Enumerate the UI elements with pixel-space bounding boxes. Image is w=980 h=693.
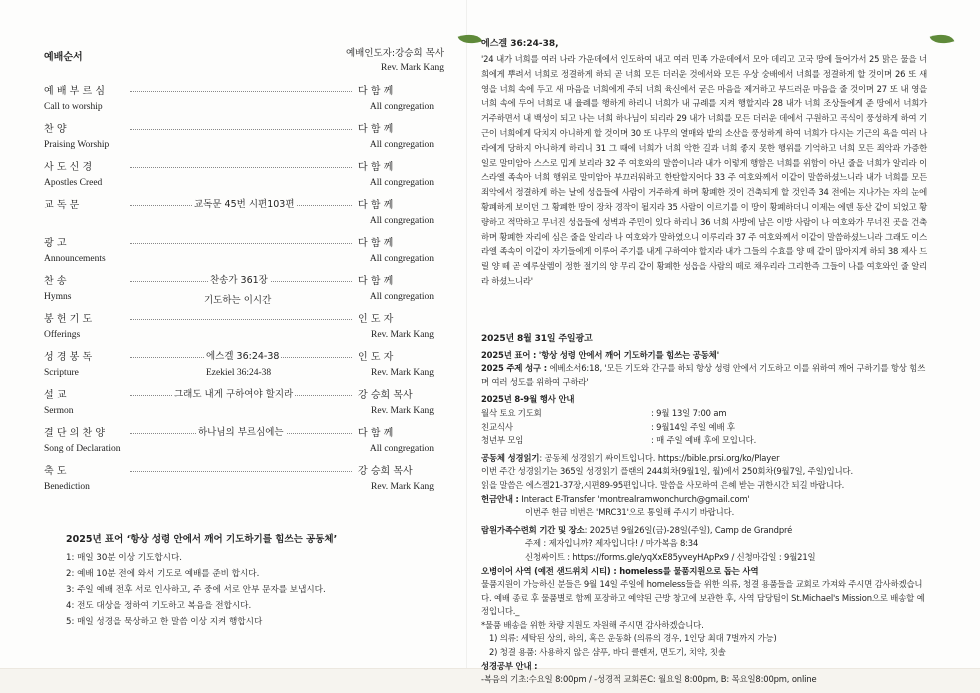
- row-leader-en: All congregation: [369, 140, 434, 150]
- retreat-signup: 신청싸이트 : https://forms.gle/yqXxE85yveyHApPx9 / 신청마감일 : 9월21일: [525, 551, 816, 562]
- retreat-theme: 주제 : 제자입니까? 제자입니다! / 마가복음 8:34: [525, 538, 699, 549]
- order-row-praise: [44, 120, 434, 158]
- vision-list: [66, 550, 446, 630]
- event-row: [481, 434, 931, 448]
- dotted-leader: [130, 167, 352, 168]
- row-label-ko: 찬 양: [44, 124, 67, 135]
- order-row-benediction: [44, 462, 434, 500]
- leader-ko: 예배인도자:강승희 목사: [346, 48, 444, 59]
- study-schedule: -복음의 기초:수요일 8:00pm / -성경적 교회론C: 월요일 8:00pm, B: 목요일8:00pm, online: [481, 674, 817, 685]
- row-leader-ko: 다 함 께: [358, 124, 394, 135]
- retreat-label: 람원가족수련회 기간 및 장소: [481, 524, 585, 535]
- bible-reading-link: : 공동체 성경읽기 싸이트입니다. https://bible.prsi.org/ko/Player: [539, 452, 780, 463]
- row-leader-en: Rev. Mark Kang: [371, 482, 434, 492]
- row-label-ko: 교 독 문: [44, 200, 80, 211]
- row-label-ko: 축 도: [44, 466, 67, 477]
- list-item: 1: 매일 30분 이상 기도합시다.: [66, 553, 182, 563]
- vision-box: [66, 531, 446, 630]
- order-title: 예배순서: [44, 52, 83, 63]
- offering-password: 이번주 헌금 비번은 'MRC31'으로 통일해 주시기 바랍니다.: [525, 507, 735, 518]
- row-label-ko: 성 경 봉 독: [44, 352, 93, 363]
- row-label-ko: 광 고: [44, 238, 67, 249]
- theme-verse-text: 에베소서6:18, '모든 기도와 간구를 하되 항상 성령 안에서 기도하고 이를 위하여 깨어 구하기를 항상 힘쓰며 여러 성도를 위하여 구하라': [481, 363, 926, 387]
- bible-reading: [481, 452, 931, 466]
- row-leader-ko: 다 함 께: [358, 238, 394, 249]
- row-leader-en: All congregation: [369, 444, 434, 454]
- row-label-ko: 찬 송: [44, 276, 67, 287]
- vision-title: 2025년 표어 ‘항상 성령 안에서 깨어 기도하기를 힘쓰는 공동체’: [66, 534, 338, 545]
- list-item: 3: 주일 예배 전후 서로 인사하고, 주 중에 서로 안부 문자를 보냅시다.: [66, 585, 326, 595]
- bible-reading-line: 이번 주간 성경읽기는 365일 성경읽기 플랜의 244회차(9월1일, 월)에서 250회차(9월7일, 주일)입니다.: [481, 466, 853, 477]
- motto-label: 2025년 표어 :: [481, 349, 537, 360]
- row-label-ko: 예 배 부 르 심: [44, 86, 106, 97]
- row-detail-ko: 하나님의 부르심에는: [196, 424, 286, 438]
- row-label-en: Apostles Creed: [44, 178, 103, 188]
- row-leader-ko: 다 함 께: [358, 86, 394, 97]
- row-leader-ko: 강 승희 목사: [358, 390, 413, 401]
- outreach-item: 2) 청결 용품: 사용하지 않은 샴푸, 바디 클렌저, 면도기, 치약, 칫솔: [489, 647, 726, 658]
- row-detail-ko: 교독문 45번 시편103편: [192, 196, 297, 210]
- event-time: : 9월14일 주일 예배 후: [651, 421, 735, 432]
- order-row-scripture: [44, 348, 434, 386]
- bible-reading-label: 공동체 성경읽기: [481, 452, 540, 463]
- order-rows: [44, 82, 434, 500]
- row-leader-en: All congregation: [369, 216, 434, 226]
- row-leader-en: All congregation: [369, 292, 434, 302]
- event-row: [481, 407, 931, 421]
- order-row-declaration: [44, 424, 434, 462]
- study-title: 성경공부 안내 :: [481, 660, 538, 671]
- row-detail-ko: 찬송가 361장: [208, 272, 270, 286]
- order-row-call: [44, 82, 434, 120]
- row-label-ko: 사 도 신 경: [44, 162, 93, 173]
- order-row-offering: [44, 310, 434, 348]
- row-leader-ko: 다 함 께: [358, 162, 394, 173]
- event-time: : 9월 13일 7:00 am: [651, 407, 727, 418]
- offering-email: Interact E-Transfer 'montrealramwonchurch@gmail.com': [521, 493, 750, 504]
- row-label-en: Praising Worship: [44, 140, 110, 150]
- offering-label: 헌금안내 :: [481, 493, 519, 504]
- row-label-ko: 설 교: [44, 390, 67, 401]
- row-leader-ko: 다 함 께: [358, 200, 394, 211]
- page-fold: [466, 0, 467, 693]
- row-leader-en: All congregation: [369, 102, 434, 112]
- theme-verse: [481, 362, 931, 389]
- outreach-note: *물품 배송을 위한 차량 지원도 자원해 주시면 감사하겠습니다.: [481, 619, 704, 630]
- row-leader-en: All congregation: [369, 178, 434, 188]
- dotted-leader: [130, 471, 352, 472]
- event-row: [481, 421, 931, 435]
- row-detail-ko: 에스겔 36:24-38: [204, 348, 281, 362]
- outreach-text: 물품지원이 가능하신 분들은 9월 14일 주일에 homeless들을 위한 의류, 청결 용품들을 교회로 가져와 주시면 감사하겠습니다. 예배 종료 후 물품별로 함께 포장하고 예약된 근방 창고에 보관한 후, 사역 담당팀이 St.Michael's Mission으로 배송할 예정입니다._: [481, 579, 925, 617]
- row-label-ko: 봉 헌 기 도: [44, 314, 93, 325]
- event-time: : 매 주일 예배 후에 모입니다.: [651, 435, 757, 446]
- hymn-title: 기도하는 이시간: [204, 295, 272, 306]
- scripture-title: 에스겔 36:24-38,: [481, 39, 559, 49]
- sermon-title: 그래도 내게 구하여야 할지라: [172, 386, 295, 400]
- order-row-announcements: [44, 234, 434, 272]
- list-item: 5: 매일 성경을 묵상하고 한 말씀 이상 지켜 행합시다: [66, 617, 263, 627]
- leaf-icon: [458, 30, 483, 48]
- announcements-date: 2025년 8월 31일 주일광고: [481, 334, 593, 344]
- row-label-ko: 결 단 의 찬 양: [44, 428, 106, 439]
- events-title: 2025년 8-9월 행사 안내: [481, 394, 575, 405]
- event-name: 월삭 토요 기도회: [481, 407, 542, 418]
- leader-en: Rev. Mark Kang: [381, 63, 444, 73]
- offering-info: [481, 493, 931, 507]
- announcements-panel: [481, 333, 931, 687]
- outreach-title: 오병이어 사역 (예전 샌드위치 시티) : homeless를 물품지원으로 돕는 사역: [481, 565, 759, 576]
- order-row-sermon: [44, 386, 434, 424]
- row-leader-ko: 다 함 께: [358, 276, 394, 287]
- order-row-hymns: [44, 272, 434, 310]
- list-item: 4: 전도 대상을 정하여 기도하고 복음을 전합시다.: [66, 601, 252, 611]
- dotted-leader: [130, 243, 352, 244]
- row-leader-en: Rev. Mark Kang: [371, 330, 434, 340]
- row-label-en: Sermon: [44, 406, 74, 416]
- row-leader-ko: 인 도 자: [358, 314, 394, 325]
- row-leader-en: Rev. Mark Kang: [371, 368, 434, 378]
- order-row-responsive-reading: [44, 196, 434, 234]
- dotted-leader: [130, 129, 352, 130]
- motto-line: [481, 349, 931, 363]
- bible-reading-line: 읽을 말씀은 에스겔21-37장,시편89-95편입니다. 말씀을 사모하여 은혜 받는 귀한시간 되길 바랍니다.: [481, 479, 845, 490]
- dotted-leader: [130, 319, 352, 320]
- row-label-en: Offerings: [44, 330, 81, 340]
- motto-text: '항상 성령 안에서 깨어 기도하기를 힘쓰는 공동체': [538, 349, 720, 360]
- row-leader-en: All congregation: [369, 254, 434, 264]
- event-name: 친교식사: [481, 421, 513, 432]
- row-label-en: Announcements: [44, 254, 106, 264]
- row-leader-ko: 인 도 자: [358, 352, 394, 363]
- row-leader-ko: 강 승희 목사: [358, 466, 413, 477]
- outreach-item: 1) 의류: 세탁된 상의, 하의, 혹은 운동화 (의류의 경우, 1인당 최대 7벌까지 가능): [489, 633, 777, 644]
- row-label-en: Benediction: [44, 482, 90, 492]
- scripture-text: '24 내가 너희를 여러 나라 가운데에서 인도하여 내고 여러 민족 가운데에서 모아 데리고 고국 땅에 들어가서 25 맑은 물을 너희에게 뿌려서 너희로 정결하게 하되 곧 너희 모든 더러운 것에서와 모든 우상 숭배에서 너희를 정결하게 할 것이며 26 또 새 영을 너희 속에 두고 새 마음을 너희에게 주되 너희 육신에서 굳은 마음을 제거하고 부드러운 마음을 줄 것이며 27 또 내 영을 너희 속에 두어 너희로 내 율례를 행하게 하리니 너희가 내 규례를 지켜 행할지라 28 내가 너희 조상들에게 준 땅에서 너희가 거주하면서 내 백성이 되고 나는 너희 하나님이 되리라 29 내가 너희를 모든 더러운 데에서 구원하고 곡식이 풍성하게 하여 기근이 너희에게 닥치지 아니하게 할 것이며 30 또 나무의 열매와 밭의 소산을 풍성하게 하여 너희가 다시는 기근의 욕을 여러 나라에게 당하지 아니하게 하리니 31 그 때에 너희가 너희 악한 길과 너희 좋지 못한 행위를 기억하고 너희 모든 죄악과 가증한 일로 말미암아 스스로 밉게 보리라 32 주 여호와의 말씀이니라 내가 이렇게 행함은 너희를 위함이 아닌 줄을 너희가 알리라 이스라엘 족속아 너희 행위로 말미암아 부끄러워하고 한탄할지어다 33 주 여호와께서 이같이 말씀하셨느니라 내가 너희를 모든 죄악에서 정결하게 하는 날에 성읍들에 사람이 거주하게 하며 황폐한 것이 건축되게 할 것인즉 34 전에는 지나가는 자의 눈에 황폐하게 보이던 그 황폐한 땅이 장차 경작이 될지라 35 사람이 이르기를 이 땅이 황폐하더니 이제는 에덴 동산 같이 되었고 황량하고 적막하고 무너진 성읍들에 성벽과 주민이 있다 하리니 36 너희 사방에 남은 이방 사람이 나 여호와가 무너진 곳을 건축하며 황폐한 자리에 심은 줄을 알리라 나 여호와가 말하였으니 이루리라 37 주 여호와께서 이같이 말씀하셨느니라 그래도 이스라엘 족속이 이같이 자기들에게 이루어 주기를 내게 구하여야 할지라 내가 그들의 수효를 양 떼 같이 많아지게 하되 38 제사 드릴 양 떼 곧 예루살렘이 정한 절기의 양 무리 같이 황폐한 성읍을 사람의 떼로 채우리라 그리한즉 그들이 나를 여호와인 줄 알리라 하셨느니라': [481, 54, 927, 286]
- row-label-en: Song of Declaration: [44, 444, 121, 454]
- event-name: 청년부 모임: [481, 435, 524, 446]
- list-item: 2: 예배 10분 전에 와서 기도로 예배를 준비 합시다.: [66, 569, 260, 579]
- scripture-panel: [481, 36, 927, 289]
- row-leader-en: Rev. Mark Kang: [371, 406, 434, 416]
- row-label-en: Call to worship: [44, 102, 103, 112]
- row-detail-en: Ezekiel 36:24-38: [206, 368, 272, 378]
- dotted-leader: [130, 91, 352, 92]
- worship-leader: [346, 47, 444, 75]
- retreat-dates: : 2025년 9월26일(금)-28일(주일), Camp de Grandpré: [584, 524, 793, 535]
- row-leader-ko: 다 함 께: [358, 428, 394, 439]
- theme-verse-label: 2025 주제 성구 :: [481, 363, 547, 374]
- order-row-creed: [44, 158, 434, 196]
- row-label-en: Hymns: [44, 292, 72, 302]
- row-label-en: Scripture: [44, 368, 79, 378]
- leaf-icon: [930, 30, 955, 48]
- retreat-info: [481, 524, 931, 538]
